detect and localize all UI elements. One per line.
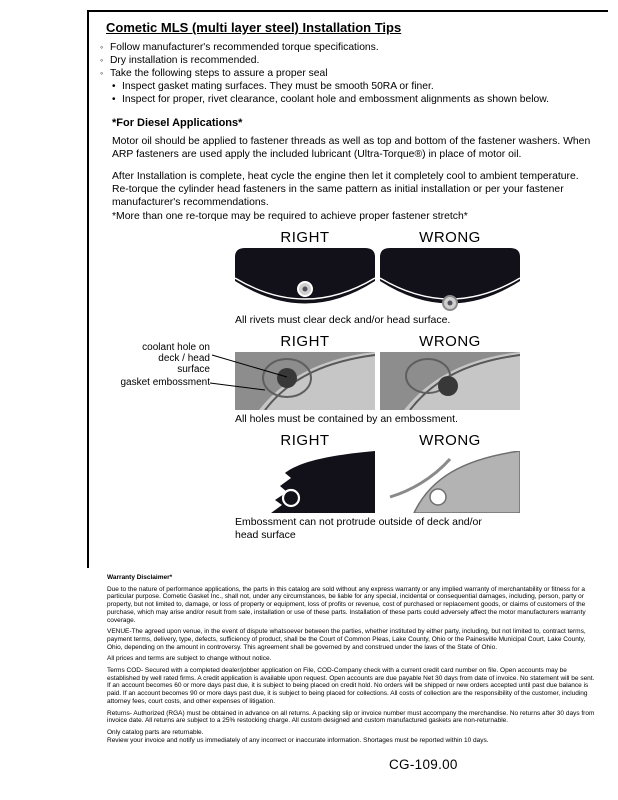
sub-bullet-icon: • [112,94,116,105]
diagram-caption: Embossment can not protrude outside of deck and/or head surface [235,516,482,541]
warranty-heading: Warranty Disclaimer* [107,574,173,581]
retorque-note: *More than one re-torque may be required to achieve proper fastener stretch* [112,211,468,222]
wrong-label: WRONG [419,432,481,449]
bullet-icon: ◦ [100,42,104,52]
hole-uncontained-diagram [380,352,520,410]
bullet-icon: ◦ [100,68,104,78]
diagram-caption: All rivets must clear deck and/or head surface. [235,314,451,326]
list-item [100,41,602,54]
list-item [100,67,602,80]
tip-text: Inspect gasket mating surfaces. They must be smooth 50RA or finer. [122,81,434,92]
tip-text: Dry installation is recommended. [110,55,260,66]
sub-bullet-icon: • [112,81,116,92]
callout-connector-lines [205,345,300,395]
coolant-hole-icon [438,376,458,396]
list-item [112,80,602,93]
diagram-caption: All holes must be contained by an embossment. [235,413,458,425]
warranty-paragraph: VENUE-The agreed upon venue, in the event of dispute whatsoever between the parties, whether instituted by either party, including, but not limited to, contract terms, payment terms, delivery, type, defects, sufficiency of product, shall be the Court of Common Pleas, Lake County, Ohio or the Painesville Municipal Court, Lake County, Ohio, depending on the amount in controversy. This agreement shall be governed by and construed under the laws of the State of Ohio. [107,628,586,651]
warranty-paragraph: Returns- Authorized (RGA) must be obtained in advance on all returns. A packing slip or invoice number must accompany the merchandise. No returns after 30 days from invoice date. All returns are subject to a 25% restocking charge. All custom designed and custom manufactured gaskets are non-returnable. [107,709,595,725]
tips-list [100,41,602,106]
page-code: CG-109.00 [389,757,458,772]
rivet-icon [298,282,312,296]
rivet-clear-diagram [235,248,375,311]
warranty-paragraph: Terms COD- Secured with a completed dealer/jobber application on File, COD-Company check with a current credit card number on file. Open accounts may be established by well rated firms. A credit application is available upon request. Open accounts are due payable Net 30 days from date of invoice. No statement will be sent. If an account becomes 60 or more days past due, it is subject to being placed on credit hold. No orders will be shipped or new orders accepted until past due balance is paid. If an account becomes 90 or more days past due, it is subject to being placed for collections. All costs of collection are the responsibility of the customer, including attorney fees, court costs, and other expenses of litigation. [107,667,595,705]
list-item [112,93,602,106]
callout-text: deck / head surface [158,353,210,375]
page-title: Cometic MLS (multi layer steel) Installation Tips [106,20,402,35]
coolant-hole-callout [128,342,210,375]
warranty-paragraph: Review your invoice and notify us immediately of any incorrect or inaccurate information. Shortages must be reported within 10 days. [107,736,489,744]
bullet-icon: ◦ [100,55,104,65]
callout-text: coolant hole on [142,342,210,353]
diagram-row-embossment [235,432,520,542]
warranty-paragraph: Only catalog parts are returnable. [107,728,204,736]
right-label: RIGHT [280,229,330,246]
wrong-label: WRONG [419,229,481,246]
wrong-label: WRONG [419,333,481,350]
rivet-icon [443,296,457,310]
embossment-inside-diagram [235,451,375,513]
gasket-embossment-callout: gasket embossment [120,377,210,388]
rivet-overlap-diagram [380,248,520,311]
tip-text: Inspect for proper, rivet clearance, coolant hole and embossment alignments as shown below. [122,94,549,105]
warranty-paragraph: All prices and terms are subject to change without notice. [107,655,272,663]
warranty-paragraph: Due to the nature of performance applications, the parts in this catalog are sold without any express warranty or any implied warranty of merchantability or fitness for a particular purpose. Cometic Gasket Inc., shall not, under any circumstances, be liable for any special, incidental or consequential damages, including, person, party or property, but not limited to, damage, or loss of property or equipment, loss of profits or revenue, cost of purchased or replacement goods, or claims of customers of the purchase, which may arise and/or result from sale, installation or use of these parts. Installation of these parts could adversely affect the motor manufacturers warranty coverage. [107,585,586,624]
right-label: RIGHT [280,432,330,449]
diagram-row-rivets [235,229,520,327]
list-item [100,54,602,67]
embossment-protruding-diagram [380,451,520,513]
diesel-paragraph-1: Motor oil should be applied to fastener threads as well as top and bottom of the fastener washers. When ARP fasteners are used apply the included lubricant (Ultra-Torque®) in place of motor oil. [112,136,591,160]
tip-text: Follow manufacturer's recommended torque specifications. [110,42,379,53]
coolant-hole-icon [430,489,446,505]
diesel-paragraph-2: After Installation is complete, heat cycle the engine then let it completely cool to ambient temperature. Re-torque the cylinder head fasteners in the same pattern as initial installation or per your fastener manufacturer's recommendations. [112,171,579,208]
diesel-applications-heading: *For Diesel Applications* [112,117,243,129]
warranty-section [107,574,596,748]
right-label: RIGHT [280,333,330,350]
tip-text: Take the following steps to assure a proper seal [110,68,328,79]
